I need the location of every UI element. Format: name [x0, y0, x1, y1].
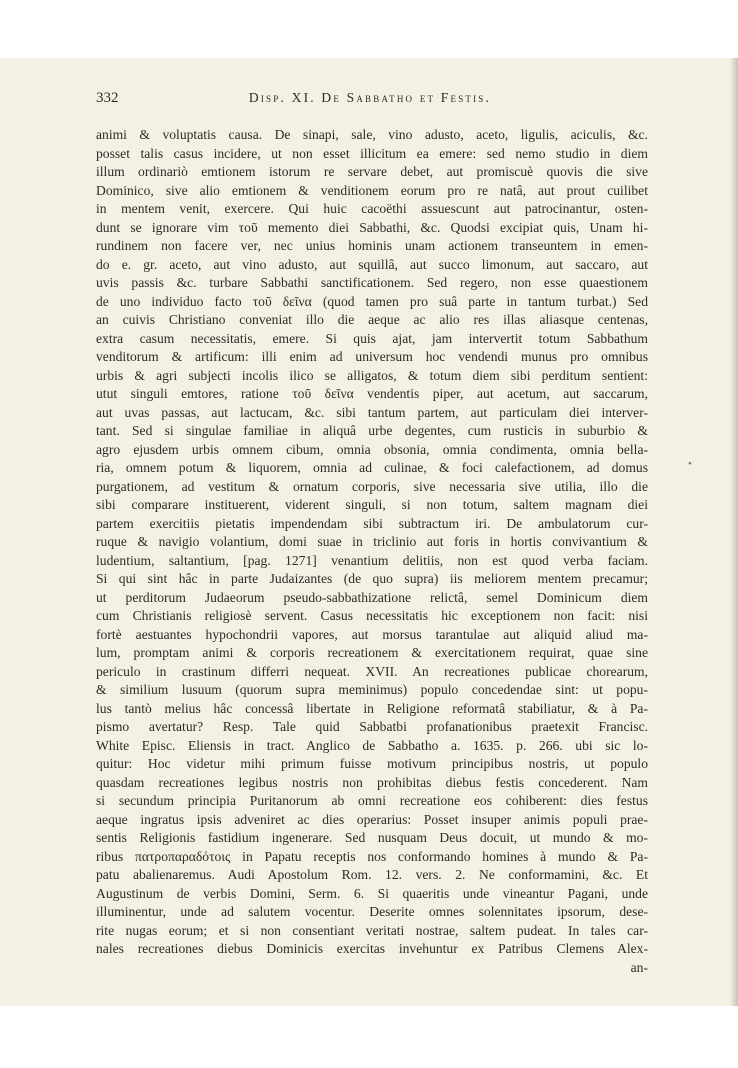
text-line: illum ordinariò emtionem istorum re servare debet, aut promiscuè quovis die sive [96, 164, 648, 179]
text-line: sibi comparare instituerent, viderent singuli, si non totum, saltem magnam diei [96, 497, 648, 512]
text-line: Si qui sint hâc in parte Judaizantes (de quo supra) iis meliorem mentem precamur; [96, 571, 648, 586]
text-line: illuminentur, unde ad salutem vocentur. Deserite omnes solennitates ipsorum, dese- [96, 904, 648, 919]
text-line: sentis Religionis fastidium ingenerare. Sed nusquam Deus docuit, ut mundo & mo- [96, 830, 648, 845]
text-line: posset talis casus incidere, ut non esset illicitum ea emere: sed nemo studio in diem [96, 145, 648, 161]
book-page [0, 58, 738, 1006]
text-line: si secundum principia Puritanorum ab omni recreatione eos cohiberent: dies festus [96, 793, 648, 808]
text-line: uvis passis &c. turbare Sabbathi sanctificationem. Sed regero, non esse quaestionem [96, 275, 648, 290]
page-header [96, 90, 644, 108]
text-line: Augustinum de verbis Domini, Serm. 6. Si quaeritis unde vineantur Pagani, unde [96, 885, 648, 901]
text-line: quitur: Hoc videtur mihi primum fuisse motivum principibus nostris, ut populo [96, 756, 648, 771]
text-line: patu abalienaremus. Audi Apostolum Rom. 12. vers. 2. Ne conformamini, &c. Et [96, 867, 648, 882]
text-line: in mentem venit, exercere. Qui huic cacoëthi assuescunt aut patrocinantur, osten- [96, 201, 648, 216]
text-line: ria, omnem potum & liquorem, omnia ad culinae, & foci calefactionem, ad domus [96, 460, 648, 475]
text-line: utut singuli emtores, ratione τοῦ δεῖνα vendentis piper, aut acetum, aut saccarum, [96, 386, 648, 401]
text-line: an cuivis Christiano conveniat illo die aeque ac alio res illas aliasque centenas, [96, 312, 648, 327]
text-line: do e. gr. aceto, aut vino adusto, aut squillâ, aut succo limonum, aut saccaro, aut [96, 256, 648, 272]
text-line: animi & voluptatis causa. De sinapi, sale, vino adusto, aceto, ligulis, aciculis, &c. [96, 127, 648, 142]
text-line: lum, promptam animi & corporis recreationem & exercitationem requirat, quae sine [96, 645, 648, 660]
text-line: Dominico, sive alio emtionem & venditionem eorum pro re natâ, aut prout cuilibet [96, 182, 648, 198]
text-line: lus tantò melius hâc concessâ libertate in Religione reformatâ stabiliatur, & à Pa- [96, 700, 648, 716]
text-line: periculo in crastinum differri nequeat. XVII. An recreationes publicae chorearum, [96, 663, 648, 679]
text-line: aut uvas passas, aut lactucam, &c. sibi tantum partem, aut particulam diei interver- [96, 404, 648, 420]
text-line: & similium lusuum (quorum supra meminimus) populo concedendae sint: ut popu- [96, 682, 648, 697]
text-line: ribus πατροπαραδότοις in Papatu receptis nos conformando homines à mundo & Pa- [96, 848, 648, 864]
text-line: partem exercitiis pietatis impendendam sibi subtractum iri. De ambulatorum cur- [96, 515, 648, 531]
text-line: de uno individuo facto τοῦ δεῖνα (quod tamen pro suâ parte in tantum turbat.) Sed [96, 293, 648, 309]
text-line: ut perditorum Judaeorum pseudo-sabbathizatione relictâ, semel Dominicum diem [96, 589, 648, 605]
text-line: an- [630, 959, 648, 975]
text-line: White Episc. Eliensis in tract. Anglico de Sabbatho a. 1635. p. 266. ubi sic lo- [96, 737, 648, 753]
text-line: fortè aestuantes hypochondrii vapores, aut morsus tarantulae aut aliquid aliud ma- [96, 626, 648, 642]
text-line: quasdam recreationes legibus nostris non prohibitas diebus festis concederent. Nam [96, 774, 648, 790]
text-line: agro ejusdem urbis omnem cibum, omnia obsonia, omnia condimenta, omnia bella- [96, 441, 648, 457]
text-line: ludentium, saltantium, [pag. 1271] venantium delitiis, non est quod verba faciam. [96, 552, 648, 568]
text-line: venditorum & artificum: illi enim ad universum hoc vendendi munus pro omnibus [96, 349, 648, 364]
text-line: cum Christianis religiosè servent. Casus necessitatis hic exceptionem non facit: nisi [96, 608, 648, 623]
page-spine-shadow [730, 58, 738, 1006]
text-line: rite nugas eorum; et si non consentiant veritati nostrae, saltem pudeat. In tales car- [96, 922, 648, 938]
margin-mark: • [688, 458, 692, 470]
text-line: rundinem non facere ver, nec unius hominis unam actionem transeuntem in emen- [96, 238, 648, 253]
text-line: pismo avertatur? Resp. Tale quid Sabbatbi profanationibus praetexit Francisc. [96, 719, 648, 734]
text-line: tant. Sed si singulae familiae in aliquâ urbe degentes, cum rusticis in suburbio & [96, 423, 648, 438]
running-title: Disp. XI. De Sabbatho et Festis. [248, 90, 492, 105]
body-text [96, 126, 648, 977]
text-line: extra casum necessitatis, emere. Si quis ajat, jam intervertit totum Sabbathum [96, 330, 648, 346]
text-line: nales recreationes diebus Dominicis exercitas invehuntur ex Patribus Clemens Alex- [96, 941, 648, 956]
text-line: dunt se ignorare vim τοῦ memento diei Sabbathi, &c. Quodsi excipiat quis, Unam hi- [96, 219, 648, 235]
text-line: urbis & agri subjecti incolis ilico se alligatos, & totum diem sibi perditum sentient: [96, 367, 648, 383]
page-number: 332 [96, 90, 119, 106]
text-line: purgationem, ad vestitum & ornatum corporis, sive necessaria sive utilia, illo die [96, 478, 648, 494]
text-line: ruque & navigio volantium, domi suae in triclinio aut foris in hortis convivantium & [96, 534, 648, 549]
text-line: aeque ingratus ipsis adveniret ac dies operarius: Posset insuper animis populi prae- [96, 811, 648, 827]
